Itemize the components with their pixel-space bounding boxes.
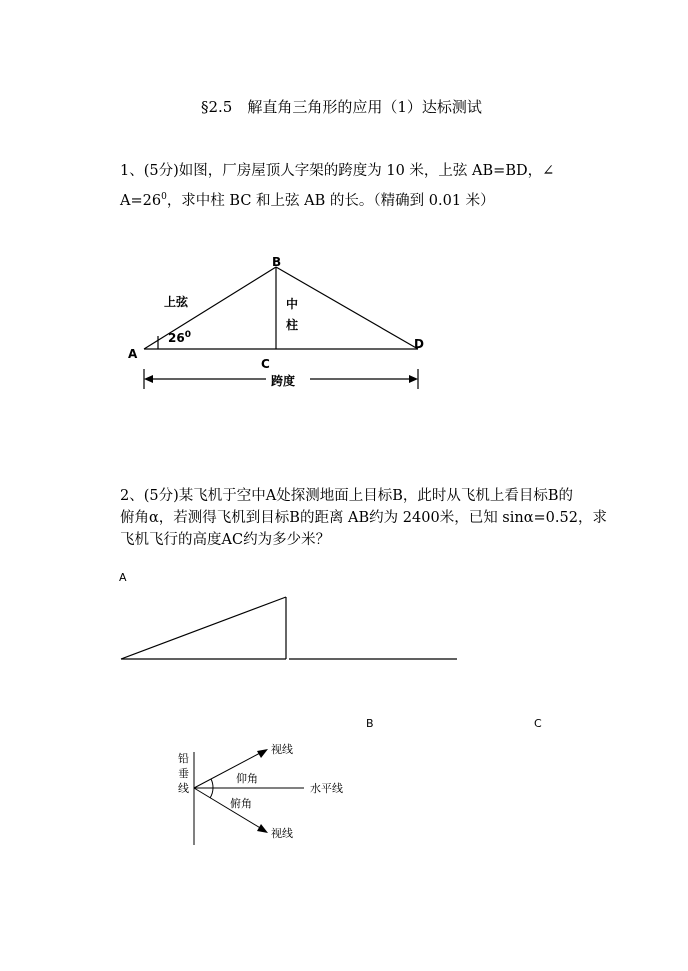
fig1-span-label: 跨度 [271, 374, 296, 388]
fig3-plumb-label-3: 线 [178, 782, 189, 795]
elevation-arc [211, 779, 213, 788]
question-2-line-1: 2、(5分)某飞机于空中A处探测地面上目标B，此时从飞机上看目标B的 [120, 488, 574, 504]
fig1-label-b: B [272, 255, 282, 269]
fig1-column-label-1: 中 [286, 297, 299, 311]
fig1-upper-chord-label: 上弦 [164, 295, 189, 309]
fig3-horizontal-label: 水平线 [310, 782, 343, 795]
fig3-plumb-label-2: 垂 [178, 767, 189, 780]
page-title: §2.5 解直角三角形的应用（1）达标测试 [201, 98, 482, 116]
question-2-line-2: 俯角α，若测得飞机到目标B的距离 AB约为 2400米，已知 sinα=0.52，求 [120, 510, 607, 526]
fig1-label-d: D [414, 337, 424, 351]
fig3-depression-label: 俯角 [230, 797, 252, 810]
fig2-label-b: B [366, 717, 374, 730]
fig3-sight-top-label: 视线 [271, 743, 293, 756]
fig3-sight-bottom-label: 视线 [271, 827, 293, 840]
fig1-label-a: A [128, 347, 138, 361]
arrow-up [257, 749, 268, 758]
fig1-label-c: C [261, 357, 270, 371]
fig2-label-c: C [534, 717, 542, 730]
fig3-elevation-label: 仰角 [236, 772, 258, 785]
question-2-line-3: 飞机飞行的高度AC约为多少米？ [120, 532, 331, 548]
question-1-line-1: 1、(5分)如图，厂房屋顶人字架的跨度为 10 米，上弦 AB=BD，∠ [120, 163, 555, 179]
question-1-line-2: $A=26^0$，求中柱 BC 和上弦 AB 的长。（精确到 0.01 米） [120, 192, 495, 209]
fig1-column-label-2: 柱 [286, 318, 299, 332]
arrow-down [257, 824, 268, 833]
depression-arc [210, 788, 213, 798]
fig1-angle-label: $26^0$ [168, 330, 191, 345]
fig2-label-a: A [119, 571, 127, 584]
fig3-plumb-label-1: 铅 [178, 752, 189, 765]
